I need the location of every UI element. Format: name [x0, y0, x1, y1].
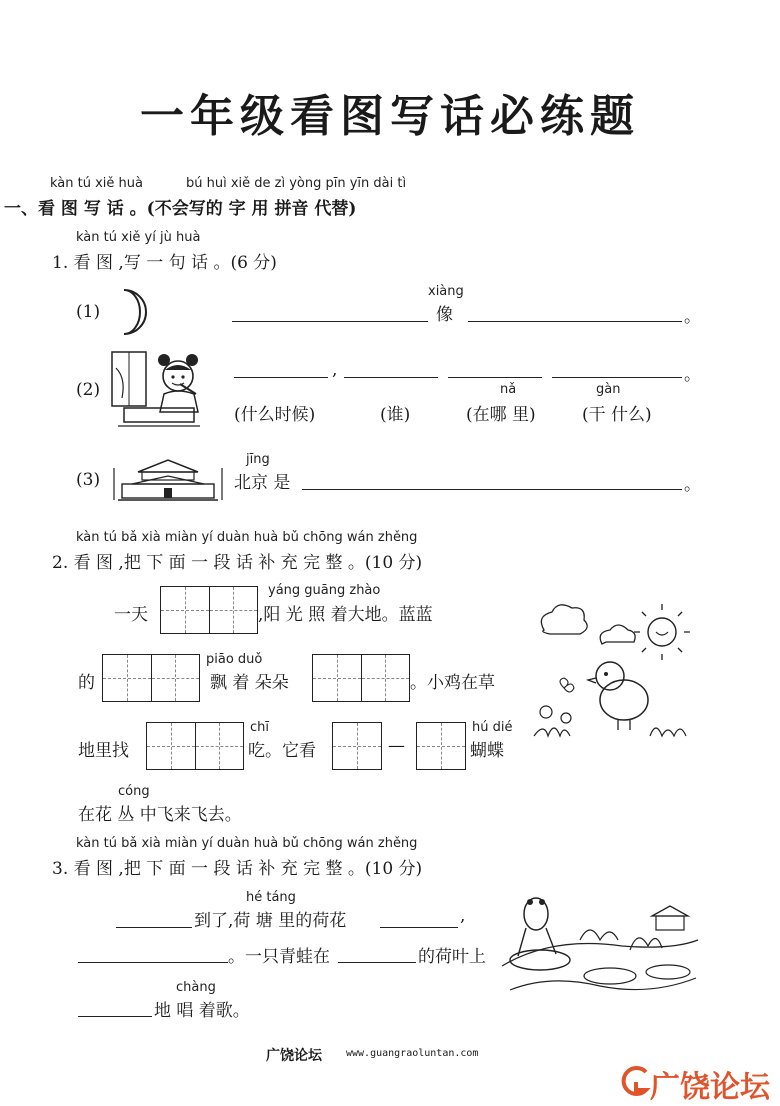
q1-item1-blank-2[interactable]	[468, 321, 682, 322]
pinyin-cong: cóng	[118, 784, 150, 799]
pinyin-xiang: xiàng	[428, 284, 464, 299]
q1-item3-text: 北京 是	[234, 473, 291, 493]
q2-line3-end: 蝴蝶	[470, 741, 504, 761]
footer-logo-text: 广饶论坛	[650, 1070, 770, 1105]
q1-item1-number: (1)	[76, 302, 101, 322]
pinyin-chi: chī	[250, 720, 269, 735]
q3-blank-3[interactable]	[78, 962, 228, 963]
q1-item2-period: 。	[684, 365, 701, 385]
footer-site-url[interactable]: www.guangraoluntan.com	[346, 1048, 479, 1059]
hint-who: (谁)	[380, 405, 411, 425]
q2-line2-end: 。小鸡在草	[410, 673, 495, 693]
q1-item3-period: 。	[684, 475, 701, 495]
moon-icon	[108, 286, 156, 338]
pinyin-yangguangzhao: yáng guāng zhào	[268, 583, 381, 598]
q2-box-6[interactable]	[416, 722, 466, 770]
pinyin-na: nǎ	[500, 382, 517, 397]
q2-dash: —	[388, 736, 405, 756]
q3-blank-1[interactable]	[116, 927, 192, 928]
q2-box-5[interactable]	[332, 722, 382, 770]
q2-box-2[interactable]	[102, 654, 200, 702]
q2-box-4[interactable]	[146, 722, 244, 770]
q3-line3: 地 唱 着歌。	[154, 1001, 250, 1021]
q2-line3-start: 地里找	[78, 741, 129, 761]
q1-item3-number: (3)	[76, 470, 101, 490]
pinyin-q2: kàn tú bǎ xià miàn yí duàn huà bǔ chōng wán zhěng	[76, 530, 418, 545]
pinyin-section1-b: bú huì xiě de zì yòng pīn yīn dài tì	[186, 176, 407, 191]
q1-label: 1. 看 图 ,写 一 句 话 。(6 分)	[52, 253, 277, 273]
pinyin-q1: kàn tú xiě yí jù huà	[76, 230, 201, 245]
q2-line2-start: 的	[78, 673, 95, 693]
q3-label: 3. 看 图 ,把 下 面 一 段 话 补 充 完 整 。(10 分)	[52, 859, 423, 879]
hint-where: (在哪 里)	[466, 405, 536, 425]
q3-line2-mid: 。一只青蛙在	[228, 947, 330, 967]
q1-item2-blank-who[interactable]	[344, 377, 438, 378]
pinyin-q3: kàn tú bǎ xià miàn yí duàn huà bǔ chōng wán zhěng	[76, 836, 418, 851]
q3-blank-5[interactable]	[78, 1016, 152, 1017]
chick-sun-illustration	[530, 600, 700, 740]
q1-item2-comma: ,	[332, 360, 338, 380]
girl-brushing-teeth-illustration	[108, 348, 212, 430]
pinyin-hudie: hú dié	[472, 720, 513, 735]
pinyin-chang: chàng	[176, 980, 216, 995]
q3-line2-end: 的荷叶上	[418, 947, 486, 967]
q1-item1-word: 像	[436, 305, 453, 325]
pinyin-jing: jīng	[246, 452, 270, 467]
q1-item1-blank-1[interactable]	[232, 321, 428, 322]
q2-line1-end: ,阳 光 照 着大地。蓝蓝	[258, 605, 433, 625]
q3-line1-mid: 到了,荷 塘 里的荷花	[194, 911, 347, 931]
pinyin-gan: gàn	[596, 382, 621, 397]
hint-doing: (干 什么)	[582, 405, 652, 425]
logo-mark-icon	[618, 1066, 652, 1096]
q3-blank-4[interactable]	[338, 962, 416, 963]
footer-brand: 广饶论坛	[266, 1048, 322, 1064]
q1-item2-number: (2)	[76, 380, 101, 400]
q1-item1-period: 。	[684, 307, 701, 327]
q1-item2-blank-where[interactable]	[448, 377, 542, 378]
q2-line4: 在花 丛 中飞来飞去。	[78, 805, 242, 825]
q1-item2-blank-when[interactable]	[234, 377, 328, 378]
q2-box-3[interactable]	[312, 654, 410, 702]
q2-label: 2. 看 图 ,把 下 面 一 段 话 补 充 完 整 。(10 分)	[52, 553, 423, 573]
page-title: 一年级看图写话必练题	[140, 91, 640, 142]
pinyin-piaoduo: piāo duǒ	[206, 652, 263, 667]
tiananmen-illustration	[108, 454, 228, 504]
q2-line2-mid: 飘 着 朵朵	[210, 673, 289, 693]
hint-when: (什么时候)	[234, 405, 316, 425]
pinyin-hetang: hé táng	[246, 890, 296, 905]
section1-heading: 一、看 图 写 话 。(不会写的 字 用 拼音 代替)	[4, 199, 357, 219]
q2-line1-start: 一天	[114, 605, 148, 625]
q2-box-1[interactable]	[160, 586, 258, 634]
frog-lotus-pond-illustration	[500, 880, 700, 998]
q1-item2-blank-doing[interactable]	[552, 377, 682, 378]
q3-line1-comma: ,	[460, 906, 466, 926]
q2-line3-mid: 吃。它看	[248, 741, 316, 761]
q3-blank-2[interactable]	[380, 927, 458, 928]
q1-item3-blank[interactable]	[302, 489, 682, 490]
pinyin-section1-a: kàn tú xiě huà	[50, 176, 143, 191]
